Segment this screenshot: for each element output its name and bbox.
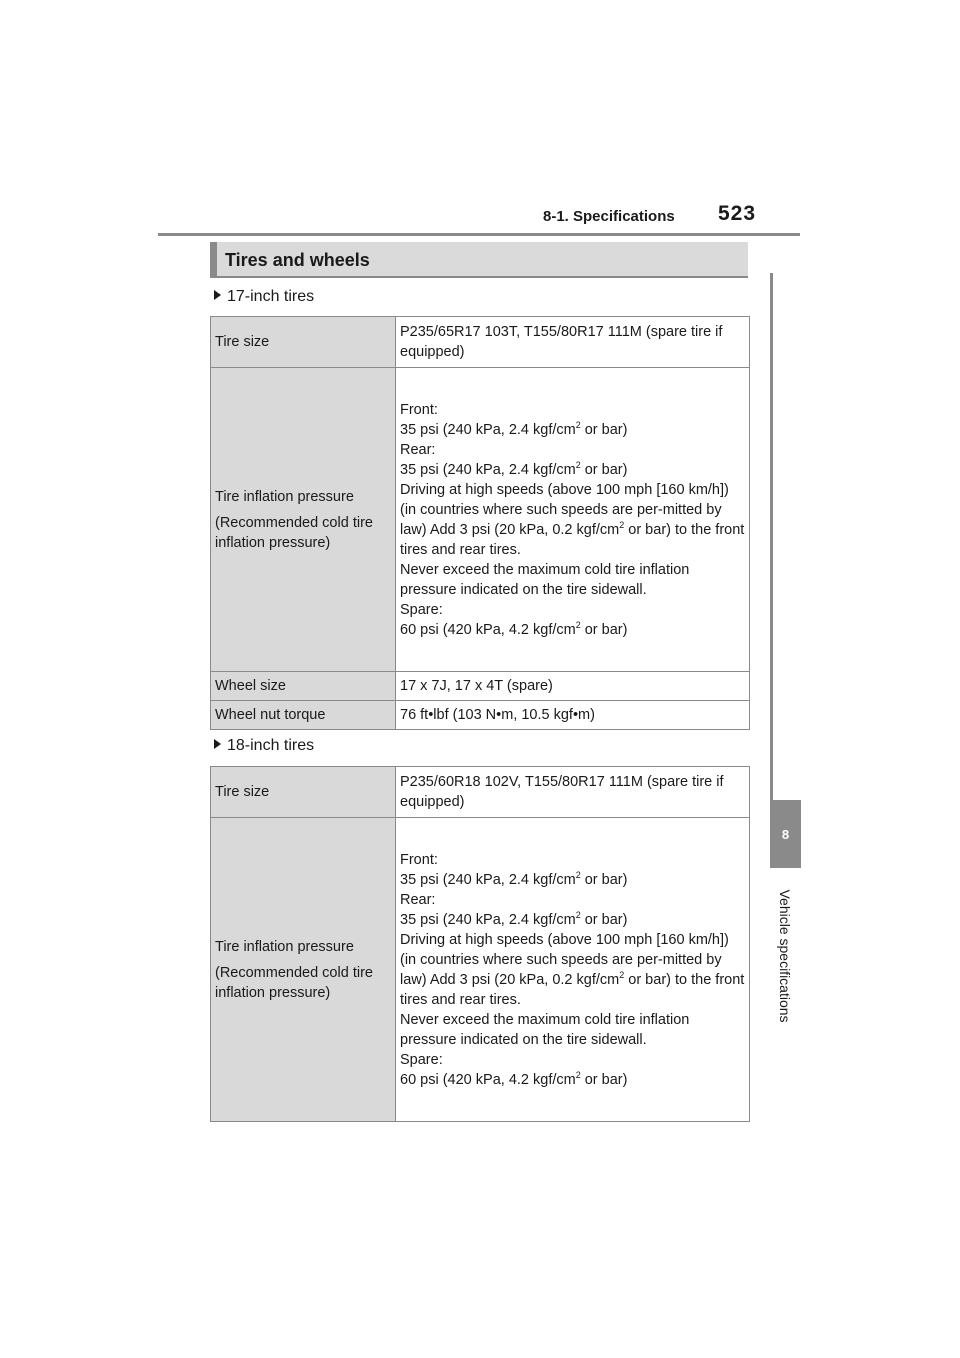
pressure-value-cell: [396, 368, 750, 672]
pressure-label-cell: [211, 818, 396, 1122]
high-speed-note: Driving at high speeds (above 100 mph [160 km/h]) (in countries where such speeds are per-mitted by law) Add 3 psi (20 kPa, 0.2 kgf/$cm^2$ or bar) to the front tires and rear tires.: [400, 481, 745, 558]
tire-size-value: P235/60R18 102V, T155/80R17 111M (spare tire if equipped): [396, 767, 750, 818]
rear-value: 35 psi (240 kPa, 2.4 kgf/$cm^2$ or bar): [400, 909, 628, 928]
bullet-label: 18-inch tires: [227, 737, 315, 754]
spec-table-17-inch: [210, 316, 750, 730]
spare-value: 60 psi (420 kPa, 4.2 kgf/$cm^2$ or bar): [400, 1069, 628, 1088]
spec-table-18-inch: [210, 766, 750, 1122]
spare-label: Spare:: [400, 1051, 443, 1068]
rear-label: Rear:: [400, 891, 436, 908]
wheel-size-value: 17 x 7J, 17 x 4T (spare): [396, 672, 750, 701]
rear-value: 35 psi (240 kPa, 2.4 kgf/$cm^2$ or bar): [400, 459, 628, 478]
never-exceed-note: Never exceed the maximum cold tire inflation pressure indicated on the tire sidewall.: [400, 561, 690, 598]
chapter-number: 8: [781, 826, 790, 842]
triangle-bullet-icon: [214, 290, 221, 300]
side-divider: [770, 273, 773, 800]
chapter-title: Vehicle specifications: [777, 889, 793, 1023]
spare-value: 60 psi (420 kPa, 4.2 kgf/$cm^2$ or bar): [400, 619, 628, 638]
never-exceed-note: Never exceed the maximum cold tire inflation pressure indicated on the tire sidewall.: [400, 1011, 690, 1048]
tire-size-label: Tire size: [211, 317, 396, 368]
bullet-label: 17-inch tires: [227, 288, 315, 305]
table-row: [211, 701, 750, 730]
table-row: [211, 317, 750, 368]
high-speed-note: Driving at high speeds (above 100 mph [160 km/h]) (in countries where such speeds are per-mitted by law) Add 3 psi (20 kPa, 0.2 kgf/$cm^2$ or bar) to the front tires and rear tires.: [400, 931, 745, 1008]
pressure-label-cell: [211, 368, 396, 672]
table-row: [211, 672, 750, 701]
bullet-18-inch: [214, 737, 314, 755]
header-divider: [158, 233, 800, 236]
front-value: 35 psi (240 kPa, 2.4 kgf/$cm^2$ or bar): [400, 419, 628, 438]
table-row: [211, 368, 750, 672]
section-title: Tires and wheels: [225, 250, 370, 270]
wheel-nut-value: 76 ft•lbf (103 N•m, 10.5 kgf•m): [396, 701, 750, 730]
wheel-size-label: Wheel size: [211, 672, 396, 701]
pressure-label: Tire inflation pressure: [215, 938, 354, 955]
pressure-label: Tire inflation pressure: [215, 488, 354, 505]
pressure-sublabel: (Recommended cold tire inflation pressure): [215, 514, 373, 551]
table-row: [211, 818, 750, 1122]
front-label: Front:: [400, 401, 438, 418]
triangle-bullet-icon: [214, 739, 221, 749]
section-heading-box: [210, 242, 748, 278]
chapter-title-vertical: [771, 876, 799, 1036]
wheel-nut-label: Wheel nut torque: [211, 701, 396, 730]
table-row: [211, 767, 750, 818]
front-value: 35 psi (240 kPa, 2.4 kgf/$cm^2$ or bar): [400, 869, 628, 888]
tire-size-label: Tire size: [211, 767, 396, 818]
pressure-sublabel: (Recommended cold tire inflation pressure): [215, 964, 373, 1001]
tire-size-value: P235/65R17 103T, T155/80R17 111M (spare tire if equipped): [396, 317, 750, 368]
bullet-17-inch: [214, 288, 314, 306]
pressure-value-cell: [396, 818, 750, 1122]
chapter-tab[interactable]: [770, 800, 801, 868]
page-number: 523: [718, 202, 757, 225]
spare-label: Spare:: [400, 601, 443, 618]
section-header: 8-1. Specifications: [543, 208, 675, 225]
front-label: Front:: [400, 851, 438, 868]
rear-label: Rear:: [400, 441, 436, 458]
